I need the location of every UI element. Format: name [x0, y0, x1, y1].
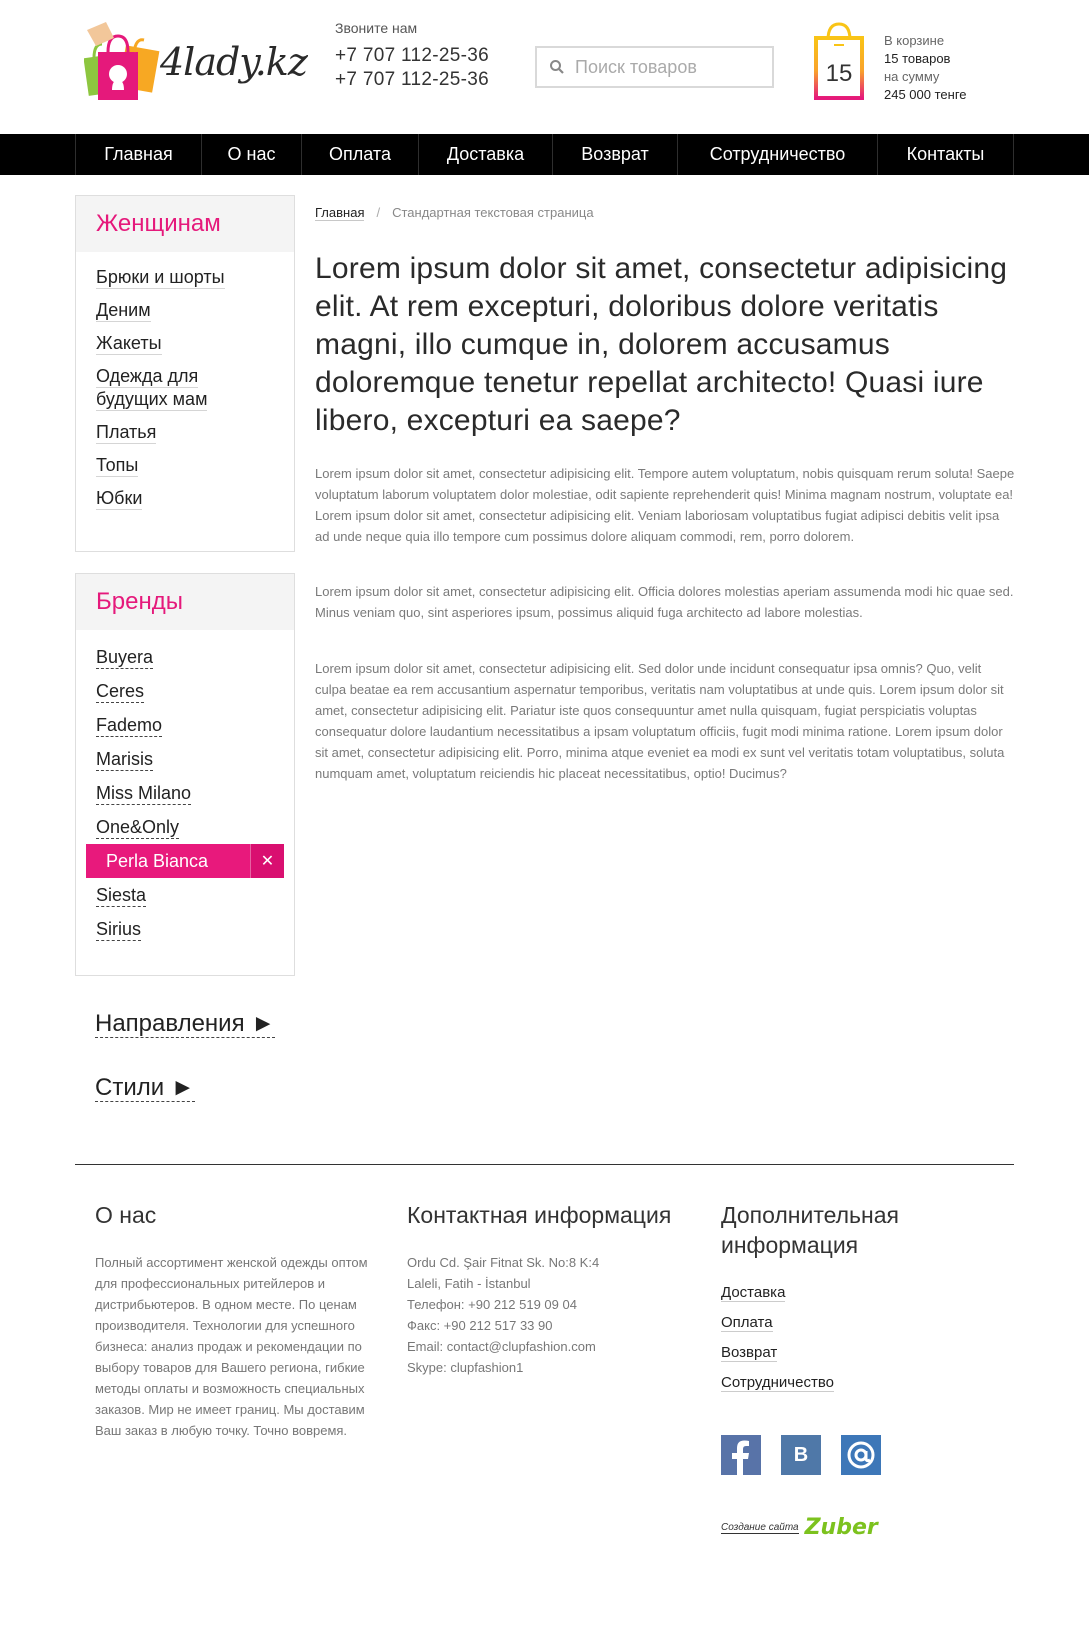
contact-line: Laleli, Fatih - İstanbul — [407, 1276, 531, 1291]
mail-icon[interactable] — [841, 1435, 881, 1475]
brand-item[interactable]: Ceres — [96, 680, 145, 701]
logo-text: 4lady.kz — [160, 40, 307, 84]
footer-link-delivery[interactable]: Доставка — [721, 1284, 786, 1301]
footer-link-payment[interactable]: Оплата — [721, 1314, 773, 1331]
footer-contacts — [407, 1200, 677, 1378]
category-item[interactable]: Одежда для будущих мам — [96, 366, 208, 409]
category-item[interactable]: Деним — [96, 300, 151, 320]
brand-item[interactable]: Buyera — [96, 646, 154, 667]
contact-fax: Факс: +90 212 517 33 90 — [407, 1318, 553, 1333]
phone-number[interactable]: +7 707 112-25-36 — [335, 45, 489, 66]
contact-skype: Skype: clupfashion1 — [407, 1360, 524, 1375]
brand-item[interactable]: Miss Milano — [96, 782, 192, 803]
directions-label: Направления ► — [95, 1010, 276, 1037]
styles-toggle[interactable] — [95, 1074, 195, 1102]
cart-items-count: 15 товаров — [884, 51, 951, 66]
brand-item[interactable]: One&Only — [96, 816, 180, 837]
content-paragraph: Lorem ipsum dolor sit amet, consectetur adipisicing elit. Sed dolor unde incidunt consequatur ipsa omnis? Quo, velit culpa beatae ea rem accusantium aspernatur temporibus, veritatis nam voluptatibus at unde quis. Lorem ipsum dolor sit amet, consectetur adipisicing elit. Pariatur iste quos consequuntur amet nulla quisquam, fugiat perspiciatis voluptas consequatur dolore laudantium necessitatibus a ipsam voluptatum officiis, fugit modi minima ratione. Lorem ipsum dolor sit amet, consectetur adipisicing elit. Porro, minima atque eveniet ea modi ex sunt vel veritatis totam voluptatibus, soluta numquam amet, voluptatum reiciendis hic placeat necessitatibus, optio! Ducimus? — [315, 661, 1005, 781]
footer-extra-title: Дополнительная информация — [721, 1202, 899, 1258]
cart-label: В корзине — [884, 33, 945, 48]
women-category-title: Женщинам — [76, 196, 294, 252]
footer-contacts-title: Контактная информация — [407, 1202, 672, 1228]
made-by[interactable] — [721, 1515, 878, 1540]
footer-about — [95, 1200, 370, 1441]
footer-link-return[interactable]: Возврат — [721, 1344, 778, 1361]
content-paragraph: Lorem ipsum dolor sit amet, consectetur adipisicing elit. Officia dolores molestias aperiam assumenda modi hic quae sed. Minus veniam quo, sint asperiores ipsum, possimus aliquid fuga architecto ad labore molestias. — [315, 584, 1014, 620]
contact-email[interactable]: Email: contact@clupfashion.com — [407, 1339, 596, 1354]
contact-line: Ordu Cd. Şair Fitnat Sk. No:8 K:4 — [407, 1255, 600, 1270]
brand-item[interactable]: Siesta — [96, 884, 147, 905]
category-item[interactable]: Платья — [96, 422, 157, 442]
shopping-bags-icon — [84, 18, 164, 104]
nav-item-cooperation[interactable]: Сотрудничество — [678, 134, 878, 175]
brand-item[interactable]: Sirius — [96, 918, 142, 939]
footer-extra — [721, 1200, 1001, 1402]
brand-item-active[interactable] — [86, 844, 284, 878]
main-nav — [0, 134, 1089, 175]
remove-filter-close-icon[interactable]: ✕ — [250, 844, 284, 878]
triangle-right-icon: ► — [170, 1074, 195, 1101]
category-item[interactable]: Брюки и шорты — [96, 267, 225, 287]
cart-total: 245 000 тенге — [884, 87, 967, 102]
nav-item-home[interactable]: Главная — [76, 134, 202, 175]
search-box[interactable] — [535, 46, 774, 88]
content-paragraph: Lorem ipsum dolor sit amet, consectetur adipisicing elit. Tempore autem voluptatum, nobis quisquam rerum soluta! Saepe voluptatum laborum voluptatem dolor molestiae, odit sapiente reprehenderit quis! Minima magnam nostrum, voluptate ea! Lorem ipsum dolor sit amet, consectetur adipisicing elit. Veniam laboriosam voluptatibus fugiat adipisci debitis velit ipsa ad unde neque quia illo tempore cum possimus dolore aliquam commodi, rem, porro dolorem. — [315, 466, 1015, 544]
site-logo[interactable] — [84, 18, 307, 104]
footer-about-title: О нас — [95, 1202, 157, 1228]
cart-summary — [884, 32, 967, 104]
breadcrumb-current: Стандартная текстовая страница — [392, 205, 594, 220]
styles-label: Стили ► — [95, 1074, 195, 1101]
brand-item[interactable]: Marisis — [96, 748, 153, 769]
cart-sum-label: на сумму — [884, 69, 940, 84]
women-category-box — [75, 195, 295, 552]
footer-divider — [75, 1164, 1014, 1165]
page-title: Lorem ipsum dolor sit amet, consectetur adipisicing elit. At rem excepturi, doloribus dolore veritatis magni, illo cumque in, dolorem accusamus doloremque tenetur repellat architecto! Quasi iure libero, excepturi ea saepe? — [315, 252, 1008, 437]
cart-count: 15 — [825, 60, 853, 87]
facebook-icon[interactable] — [721, 1435, 761, 1475]
directions-toggle[interactable] — [95, 1010, 275, 1038]
category-item[interactable]: Топы — [96, 455, 139, 475]
social-links — [721, 1435, 881, 1475]
footer-about-text: Полный ассортимент женской одежды оптом для профессиональных ритейлеров и дистрибьютеров. В одном месте. По ценам производителя. Технологии для успешного бизнеса: анализ продаж и рекомендации по выбору товаров для Вашего региона, гибкие методы оплаты и возможность специальных заказов. Мир не имеет границ. Мы доставим Ваш заказ в любую точку. Точно вовремя. — [95, 1255, 368, 1438]
triangle-right-icon: ► — [251, 1010, 276, 1037]
brand-active-label: Perla Bianca — [106, 850, 209, 871]
footer-link-cooperation[interactable]: Сотрудничество — [721, 1374, 834, 1391]
phone-block — [335, 20, 489, 92]
contact-phone: Телефон: +90 212 519 09 04 — [407, 1297, 577, 1312]
made-by-text: Создание сайта — [721, 1521, 799, 1533]
brands-box — [75, 573, 295, 976]
category-item[interactable]: Юбки — [96, 488, 143, 508]
brand-item[interactable]: Fademo — [96, 714, 163, 735]
search-input[interactable] — [575, 57, 765, 78]
category-item[interactable]: Жакеты — [96, 333, 162, 353]
breadcrumb-separator: / — [376, 205, 381, 220]
breadcrumb — [315, 205, 594, 220]
nav-item-delivery[interactable]: Доставка — [419, 134, 553, 175]
nav-item-payment[interactable]: Оплата — [302, 134, 419, 175]
nav-item-contacts[interactable]: Контакты — [878, 134, 1014, 175]
call-us-label: Звоните нам — [335, 20, 418, 36]
breadcrumb-home[interactable]: Главная — [315, 205, 365, 220]
brands-title: Бренды — [76, 574, 294, 630]
cart-widget[interactable] — [814, 20, 994, 102]
nav-item-return[interactable]: Возврат — [553, 134, 678, 175]
search-icon[interactable] — [549, 59, 565, 75]
site-header — [0, 0, 1089, 134]
nav-item-about[interactable]: О нас — [202, 134, 302, 175]
zuber-logo: Zuber — [804, 1515, 878, 1540]
phone-number[interactable]: +7 707 112-25-36 — [335, 69, 489, 90]
vk-icon[interactable]: В — [781, 1435, 821, 1475]
